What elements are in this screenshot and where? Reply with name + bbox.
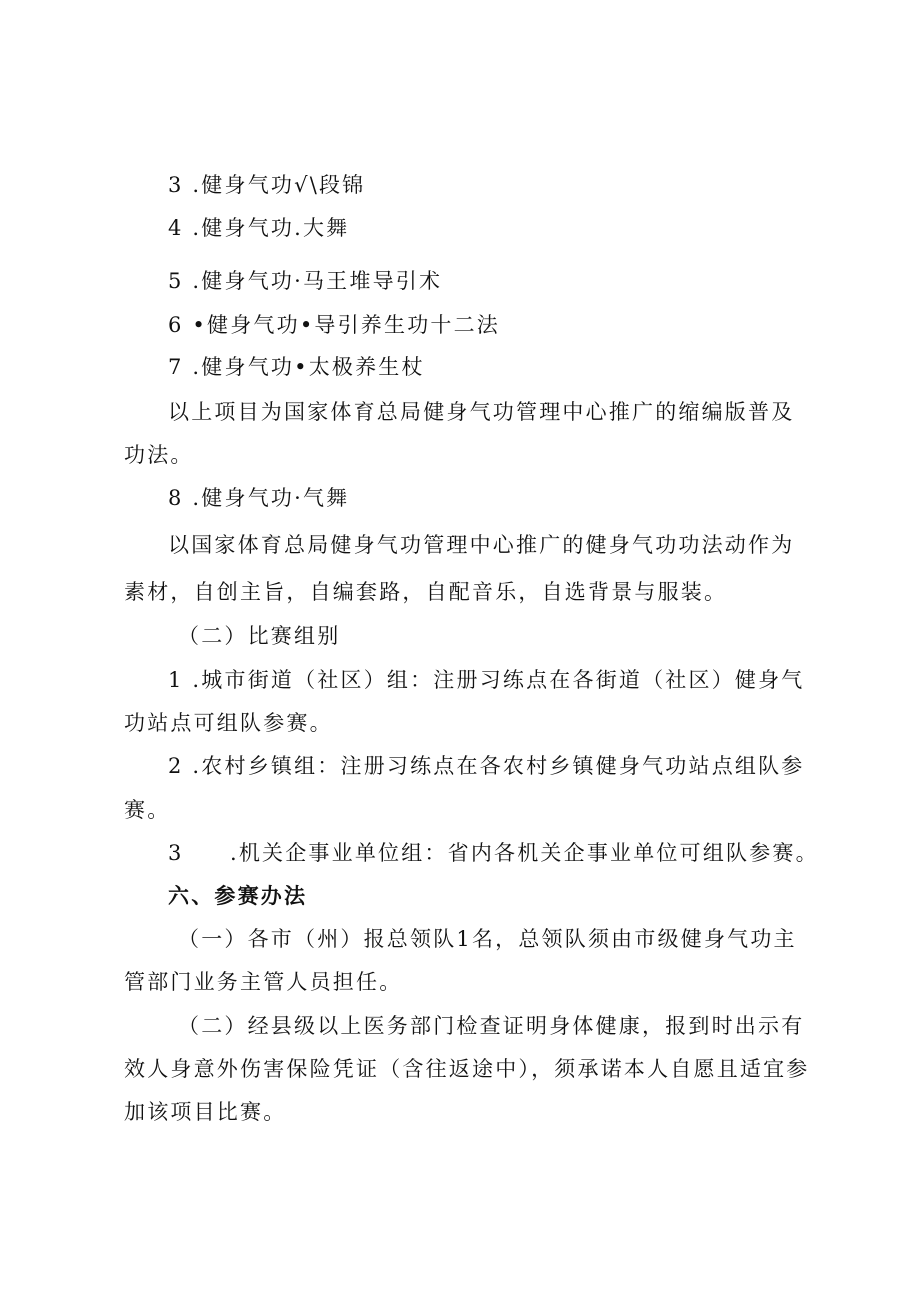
section-6-heading: 六、参赛办法 — [168, 884, 308, 908]
list-item-7: 7 .健身气功•太极养生杖 — [168, 355, 425, 379]
list-item-4: 4 .健身气功.大舞 — [168, 216, 350, 240]
section-6-para-1-line-2: 管部门业务主管人员担任。 — [124, 970, 403, 994]
list-item-6: 6 •健身气功•导引养生功十二法 — [168, 313, 501, 337]
section-6-para-1-line-1: （一）各市（州）报总领队1名，总领队须由市级健身气功主 — [178, 927, 797, 951]
section-6-para-2-line-1: （二）经县级以上医务部门检查证明身体健康，报到时出示有 — [178, 1014, 805, 1038]
list-item-3: 3 .健身气功√\段锦 — [168, 173, 366, 197]
section-6-para-2-line-2: 效人身意外伤害保险凭证（含往返途中），须承诺本人自愿且适宜参 — [124, 1057, 810, 1081]
list-item-8: 8 .健身气功·气舞 — [168, 486, 350, 510]
note-1-line-2: 功法。 — [124, 443, 194, 467]
group-3-line-1: 3 .机关企事业单位组：省内各机关企事业单位可组队参赛。 — [168, 841, 819, 865]
note-1-line-1: 以上项目为国家体育总局健身气功管理中心推广的缩编版普及 — [168, 400, 795, 424]
section-6-para-2-line-3: 加该项目比赛。 — [124, 1100, 287, 1124]
note-2-line-2: 素材，自创主旨，自编套路，自配音乐，自选背景与服装。 — [124, 580, 728, 604]
group-2-line-2: 赛。 — [124, 798, 171, 822]
note-2-line-1: 以国家体育总局健身气功管理中心推广的健身气功功法动作为 — [168, 533, 795, 557]
group-1-line-1: 1 .城市街道（社区）组：注册习练点在各街道（社区）健身气 — [168, 668, 805, 692]
list-item-5: 5 .健身气功·马王堆导引术 — [168, 269, 443, 293]
group-2-line-1: 2 .农村乡镇组：注册习练点在各农村乡镇健身气功站点组队参 — [168, 754, 805, 778]
group-1-line-2: 功站点可组队参赛。 — [124, 711, 333, 735]
groups-title: （二）比赛组别 — [178, 624, 341, 648]
